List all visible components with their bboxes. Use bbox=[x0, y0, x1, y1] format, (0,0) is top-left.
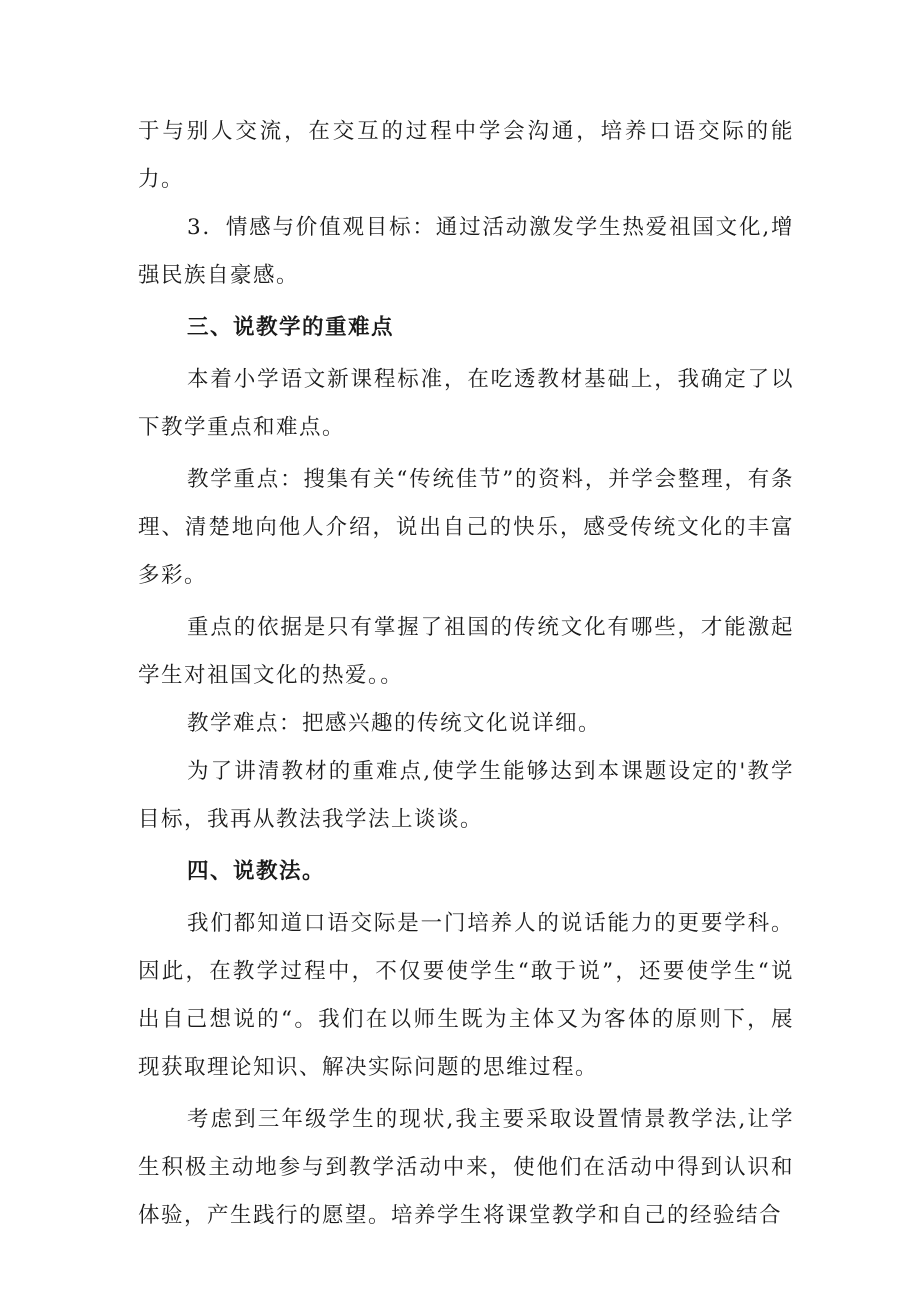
document-body bbox=[138, 108, 794, 1240]
heading-section-4: 四、说教法。 bbox=[187, 859, 326, 884]
paragraph-transition: 为了讲清教材的重难点,使学生能够达到本课题设定的'教学目标，我再从教法我学法上谈谈。 bbox=[138, 759, 794, 832]
paragraph-standard: 本着小学语文新课程标准，在吃透教材基础上，我确定了以下教学重点和难点。 bbox=[138, 367, 794, 440]
paragraph-emotion-goal: 3．情感与价值观目标：通过活动激发学生热爱祖国文化,增强民族自豪感。 bbox=[138, 215, 794, 288]
heading-section-3: 三、说教学的重难点 bbox=[187, 315, 395, 340]
paragraph-key-basis: 重点的依据是只有掌握了祖国的传统文化有哪些，才能激起学生对祖国文化的热爱。。 bbox=[138, 615, 794, 688]
paragraph-method-detail: 考虑到三年级学生的现状,我主要采取设置情景教学法,让学生积极主动地参与到教学活动中来，使他们在活动中得到认识和体验，产生践行的愿望。培养学生将课堂教学和自己的经验结合 bbox=[138, 1107, 794, 1228]
paragraph-method-intro: 我们都知道口语交际是一门培养人的说话能力的更要学科。因此，在教学过程中，不仅要使学生“敢于说”，还要使学生“说出自己想说的“。我们在以师生既为主体又为客体的原则下，展现获取理论知识、解决实际问题的思维过程。 bbox=[138, 911, 794, 1080]
paragraph-key-point: 教学重点：搜集有关“传统佳节”的资料，并学会整理，有条理、清楚地向他人介绍，说出自己的快乐，感受传统文化的丰富多彩。 bbox=[138, 467, 794, 588]
paragraph-continuation: 于与别人交流，在交互的过程中学会沟通，培养口语交际的能力。 bbox=[138, 119, 794, 192]
paragraph-difficulty: 教学难点：把感兴趣的传统文化说详细。 bbox=[187, 711, 602, 736]
